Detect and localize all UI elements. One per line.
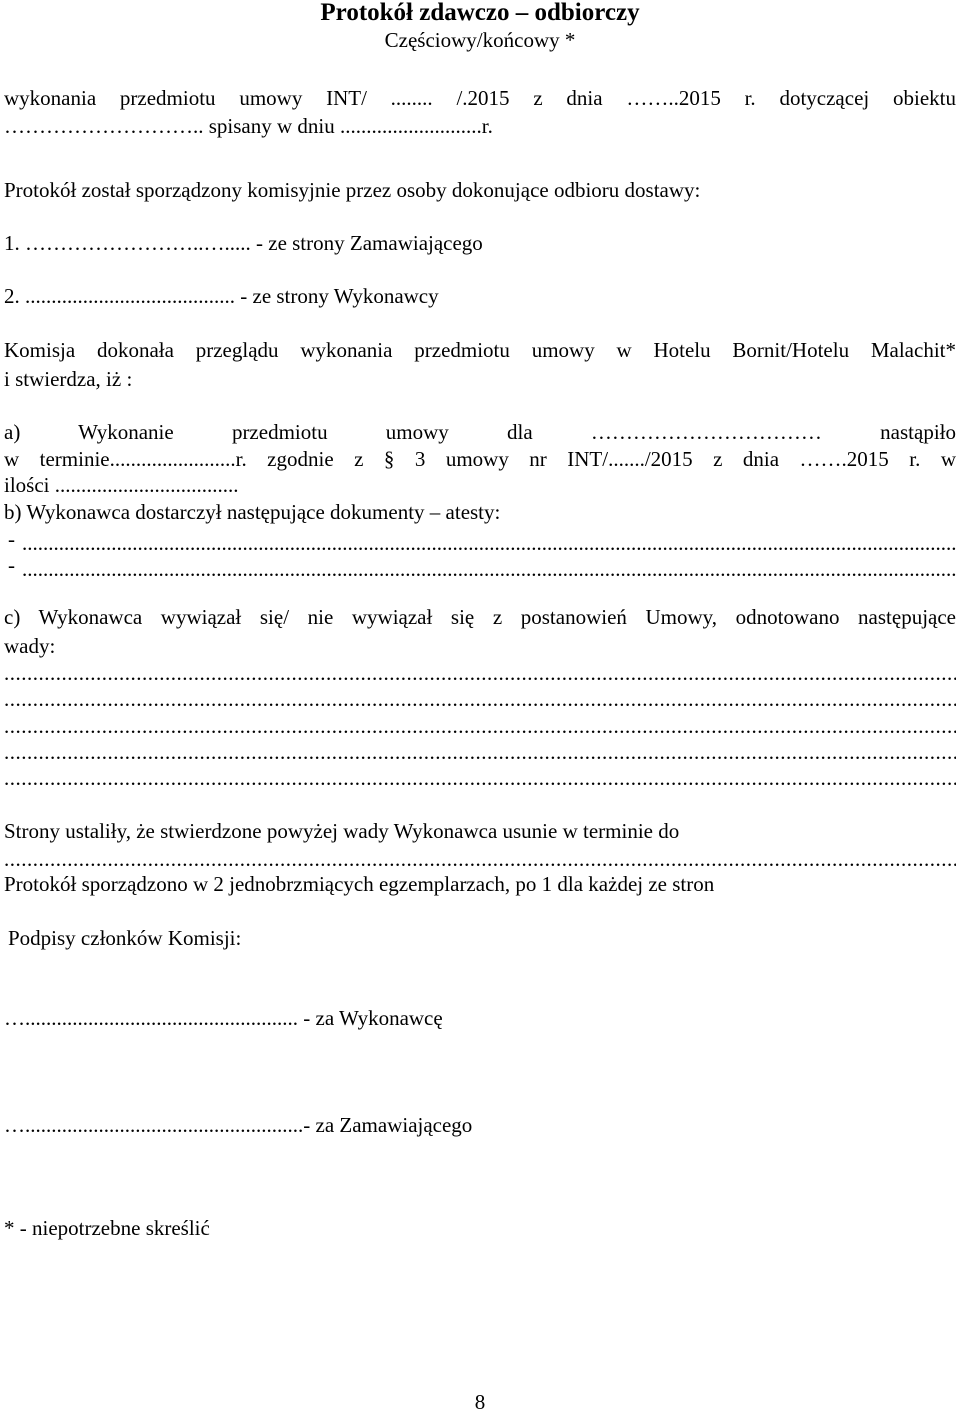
section-a-line-3: ilości ...................................	[4, 473, 239, 497]
document-subtitle: Częściowy/końcowy *	[384, 28, 576, 52]
footnote: * - niepotrzebne skreślić	[4, 1216, 210, 1240]
commission-member-1: 1. ……………………..…..... - ze strony Zamawiającego	[4, 231, 483, 255]
defects-line-4	[4, 745, 956, 759]
section-b-item-2-prefix: -	[8, 553, 15, 577]
section-b-item-2-dots	[22, 562, 956, 576]
defects-line-2	[4, 692, 956, 706]
page-number: 8	[474, 1390, 486, 1414]
section-b-item-1-prefix: -	[8, 527, 15, 551]
section-a-line-2: w terminie........................r. zgodnie z § 3 umowy nr INT/......./2015 z dnia …….2015 r. w	[4, 447, 956, 471]
section-c-line-2: wady:	[4, 634, 56, 658]
defects-line-3	[4, 719, 956, 733]
inspection-line-2: i stwierdza, iż :	[4, 367, 133, 391]
signature-client: ….....................................................- za Zamawiającego	[4, 1113, 473, 1137]
intro-line-1: wykonania przedmiotu umowy INT/ ........ /.2015 z dnia ……..2015 r. dotyczącej obiektu	[4, 86, 956, 110]
signatures-heading: Podpisy członków Komisji:	[8, 926, 242, 950]
inspection-line-1: Komisja dokonała przeglądu wykonania przedmiotu umowy w Hotelu Bornit/Hotelu Malachit*	[4, 338, 956, 362]
section-a-line-1: a) Wykonanie przedmiotu umowy dla …………………………… nastąpiło	[4, 420, 956, 444]
commission-member-2: 2. ........................................ - ze strony Wykonawcy	[4, 284, 439, 308]
defects-term: Strony ustaliły, że stwierdzone powyżej wady Wykonawca usunie w terminie do	[4, 819, 680, 843]
defects-line-1	[4, 666, 956, 680]
section-b-item-1-dots	[22, 536, 956, 550]
section-c-line-1: c) Wykonawca wywiązał się/ nie wywiązał się z postanowień Umowy, odnotowano następujące	[4, 605, 956, 629]
defects-term-dots	[4, 852, 956, 866]
signature-contractor: ….................................................... - za Wykonawcę	[4, 1006, 443, 1030]
copies-statement: Protokół sporządzono w 2 jednobrzmiących egzemplarzach, po 1 dla każdej ze stron	[4, 872, 715, 896]
intro-line-2: ……………………….. spisany w dniu ...........................r.	[4, 114, 493, 138]
document-title: Protokół zdawczo – odbiorczy	[320, 0, 640, 26]
section-b-heading: b) Wykonawca dostarczył następujące dokumenty – atesty:	[4, 500, 501, 524]
commission-intro: Protokół został sporządzony komisyjnie przez osoby dokonujące odbioru dostawy:	[4, 178, 701, 202]
defects-line-5	[4, 771, 956, 785]
